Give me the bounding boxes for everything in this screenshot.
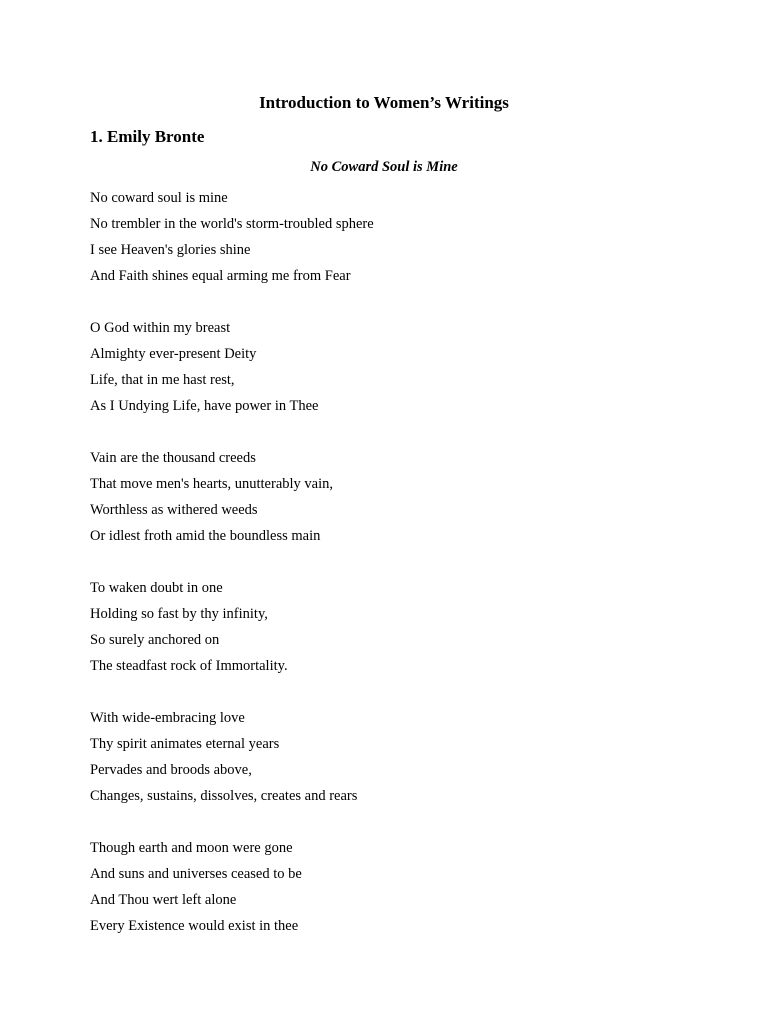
poem-stanza xyxy=(90,835,690,939)
poem-line: And Faith shines equal arming me from Fear xyxy=(90,268,351,284)
document-title: Introduction to Women’s Writings xyxy=(259,93,509,112)
poem-title: No Coward Soul is Mine xyxy=(310,159,458,175)
poem-line: Almighty ever-present Deity xyxy=(90,346,257,362)
poem-line: Every Existence would exist in thee xyxy=(90,918,299,934)
poem-stanza xyxy=(90,705,690,809)
poem-stanza xyxy=(90,315,690,419)
poem-line: Though earth and moon were gone xyxy=(90,840,293,856)
poem-line: That move men's hearts, unutterably vain, xyxy=(90,476,334,492)
poem-line: O God within my breast xyxy=(90,320,231,336)
section-heading: 1. Emily Bronte xyxy=(90,127,205,146)
poem-line: To waken doubt in one xyxy=(90,580,223,596)
poem-line: I see Heaven's glories shine xyxy=(90,242,251,258)
poem-line: With wide-embracing love xyxy=(90,710,245,726)
poem-stanza xyxy=(90,445,690,549)
poem-line: Vain are the thousand creeds xyxy=(90,450,256,466)
poem-line: Thy spirit animates eternal years xyxy=(90,736,280,752)
poem-line: Changes, sustains, dissolves, creates and rears xyxy=(90,788,358,804)
poem-line: Holding so fast by thy infinity, xyxy=(90,606,268,622)
poem-line: And Thou wert left alone xyxy=(90,892,237,908)
poem-line: Worthless as withered weeds xyxy=(90,502,258,518)
poem-line: Pervades and broods above, xyxy=(90,762,252,778)
poem-line: No trembler in the world's storm-troubled sphere xyxy=(90,216,374,232)
poem-line: Or idlest froth amid the boundless main xyxy=(90,528,321,544)
poem-stanza xyxy=(90,575,690,679)
poem-line: So surely anchored on xyxy=(90,632,220,648)
poem-line: No coward soul is mine xyxy=(90,190,228,206)
poem-line: The steadfast rock of Immortality. xyxy=(90,658,288,674)
poem-line: As I Undying Life, have power in Thee xyxy=(90,398,319,414)
poem-line: And suns and universes ceased to be xyxy=(90,866,302,882)
poem-body xyxy=(90,185,690,965)
poem-line: Life, that in me hast rest, xyxy=(90,372,235,388)
poem-stanza xyxy=(90,185,690,289)
